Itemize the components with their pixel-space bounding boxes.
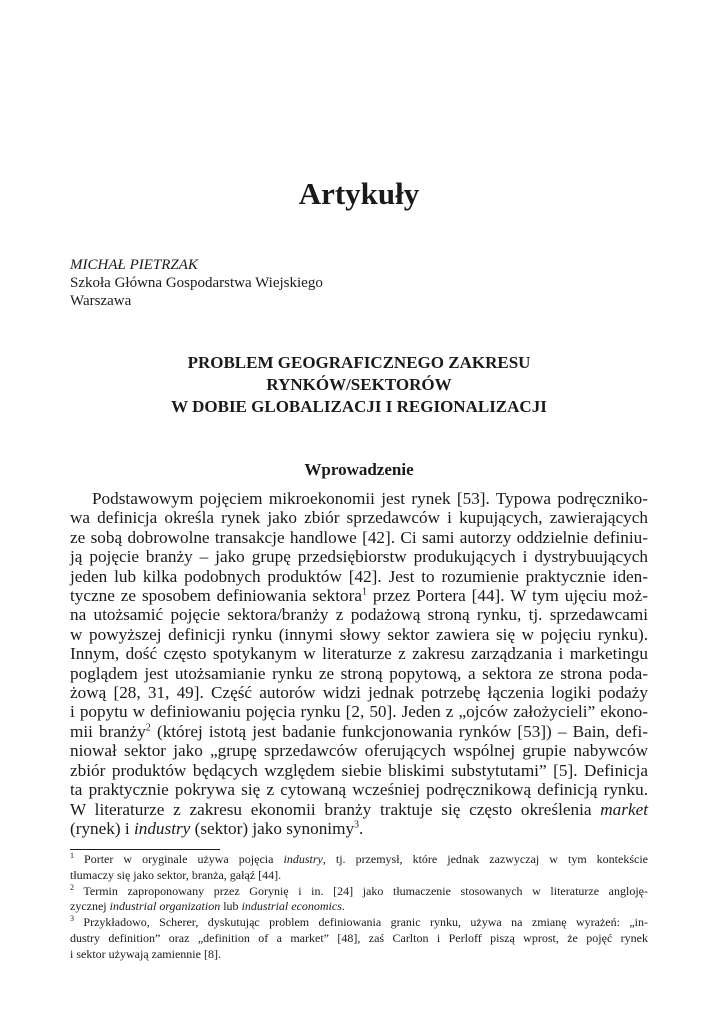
footnote-text: lub bbox=[220, 899, 242, 914]
footnote-2 bbox=[70, 884, 648, 900]
footnote-number: 3 bbox=[70, 914, 74, 924]
body-line bbox=[70, 819, 648, 838]
body-line bbox=[70, 586, 648, 605]
body-line: ta praktycznie pokrywa się z cytowaną wcześniej podręcznikową definicją rynku. bbox=[70, 780, 648, 800]
body-line: poglądem jest utożsamianie rynku ze stroną popytową, a sektora ze strona poda- bbox=[70, 663, 648, 683]
footnote-3-end: i sektor używają zamiennie [8]. bbox=[70, 946, 221, 961]
body-text-run: W literaturze z zakresu ekonomii branży traktuje się często określenia bbox=[70, 799, 601, 819]
footnote-term: industrial economics bbox=[241, 899, 342, 914]
footnote-2-cont bbox=[70, 899, 648, 915]
footnote-3-cont: dustry definition” oraz „definition of a market” [48], zaś Carlton i Perloff piszą wprost, że pojęć rynek bbox=[70, 930, 648, 945]
footnote-text: Przykładowo, Scherer, dyskutując problem definiowania granic rynku, używa na zmianę wyrażeń: „in- bbox=[74, 915, 648, 930]
footnote-1 bbox=[70, 852, 648, 868]
footnote-number: 2 bbox=[70, 882, 74, 892]
footnote-term: industry bbox=[283, 852, 323, 866]
footnote-ref-3[interactable]: 3 bbox=[354, 819, 360, 831]
footnote-ref-2[interactable]: 2 bbox=[145, 722, 151, 734]
footnote-term: industrial organization bbox=[109, 899, 221, 914]
footnote-text: Termin zaproponowany przez Gorynię i in. [24] jako tłumaczenie stosowanych w literaturze angloję- bbox=[74, 883, 648, 898]
footnote-3 bbox=[70, 915, 648, 931]
body-line: jeden lub kilka podobnych produktów [42]. Jest to rozumienie praktycznie iden- bbox=[70, 566, 648, 586]
body-line: ją pojęcie branży – jako grupę przedsiębiorstw produkujących i dystrybuujących bbox=[70, 547, 648, 567]
article-title-line-1: PROBLEM GEOGRAFICZNEGO ZAKRESU bbox=[187, 353, 531, 372]
body-paragraph bbox=[70, 489, 648, 838]
footnote-text: zycznej bbox=[70, 899, 110, 914]
body-line: niował sektor jako „grupę sprzedawców oferujących wspólnej grupie nabywców bbox=[70, 741, 648, 761]
body-line: żową [28, 31, 49]. Część autorów widzi jednak potrzebę łączenia logiki podaży bbox=[70, 683, 648, 703]
body-line: wa definicja określa rynek jako zbiór sprzedawców i kupujących, zawierających bbox=[70, 508, 648, 528]
section-title: Artykuły bbox=[298, 176, 420, 211]
footnote-text: Porter w oryginale używa pojęcia bbox=[74, 852, 284, 866]
body-line bbox=[70, 722, 648, 741]
body-text-run: tyczne ze sposobem definiowania sektora bbox=[70, 586, 362, 606]
body-line: na utożsamić pojęcie sektora/branży z podażową stroną rynku, tj. sprzedawcami bbox=[70, 605, 648, 625]
body-text-run: (sektor) jako synonimy bbox=[190, 818, 355, 838]
term-industry: industry bbox=[133, 818, 191, 838]
body-line: zbiór produktów będących względem siebie bliskimi substytutami” [5]. Definicja bbox=[70, 760, 648, 780]
body-line: i popytu w definiowaniu pojęcia rynku [2, 50]. Jeden z „ojców założycieli” ekono- bbox=[70, 702, 648, 722]
footnote-text: . bbox=[341, 899, 345, 914]
body-text-run: (której istotą jest badanie funkcjonowania rynków [53]) – Bain, defi- bbox=[150, 721, 648, 741]
article-title bbox=[70, 352, 648, 418]
footnote-text: , tj. przemysł, które jednak zazwyczaj w tym kontekście bbox=[322, 852, 649, 866]
body-text-run: . bbox=[359, 818, 364, 838]
term-market: market bbox=[600, 799, 648, 819]
author-block bbox=[70, 256, 323, 310]
body-line: w powyższej definicji rynku (innymi słowy sektor zawiera się w pojęciu rynku). bbox=[70, 624, 648, 644]
body-text-run: (rynek) i bbox=[70, 818, 134, 838]
body-line bbox=[70, 800, 648, 819]
body-text-run: przez Portera [44]. W tym ujęciu moż- bbox=[366, 586, 648, 606]
author-name: MICHAŁ PIETRZAK bbox=[70, 257, 198, 273]
footnote-number: 1 bbox=[70, 851, 74, 860]
author-affiliation: Szkoła Główna Gospodarstwa Wiejskiego bbox=[70, 275, 323, 291]
article-title-line-2: RYNKÓW/SEKTORÓW bbox=[266, 375, 452, 394]
footnote-1-cont: tłumaczy się jako sektor, branża, gałąź [44]. bbox=[70, 867, 282, 882]
body-line: Innym, dość często spotykanym w literaturze z zakresu zarządzania i marketingu bbox=[70, 644, 648, 664]
author-city: Warszawa bbox=[70, 293, 132, 309]
footnote-divider bbox=[70, 849, 220, 850]
footnote-ref-1[interactable]: 1 bbox=[361, 586, 367, 598]
article-title-line-3: W DOBIE GLOBALIZACJI I REGIONALIZACJI bbox=[171, 397, 547, 416]
body-line: ze sobą dobrowolne transakcje handlowe [42]. Ci sami autorzy oddzielnie definiu- bbox=[70, 527, 648, 547]
footnotes bbox=[70, 852, 648, 963]
body-text-run: mii branży bbox=[70, 721, 146, 741]
body-line: Podstawowym pojęciem mikroekonomii jest rynek [53]. Typowa podręczniko- bbox=[92, 489, 648, 508]
subheading-introduction: Wprowadzenie bbox=[304, 460, 414, 479]
